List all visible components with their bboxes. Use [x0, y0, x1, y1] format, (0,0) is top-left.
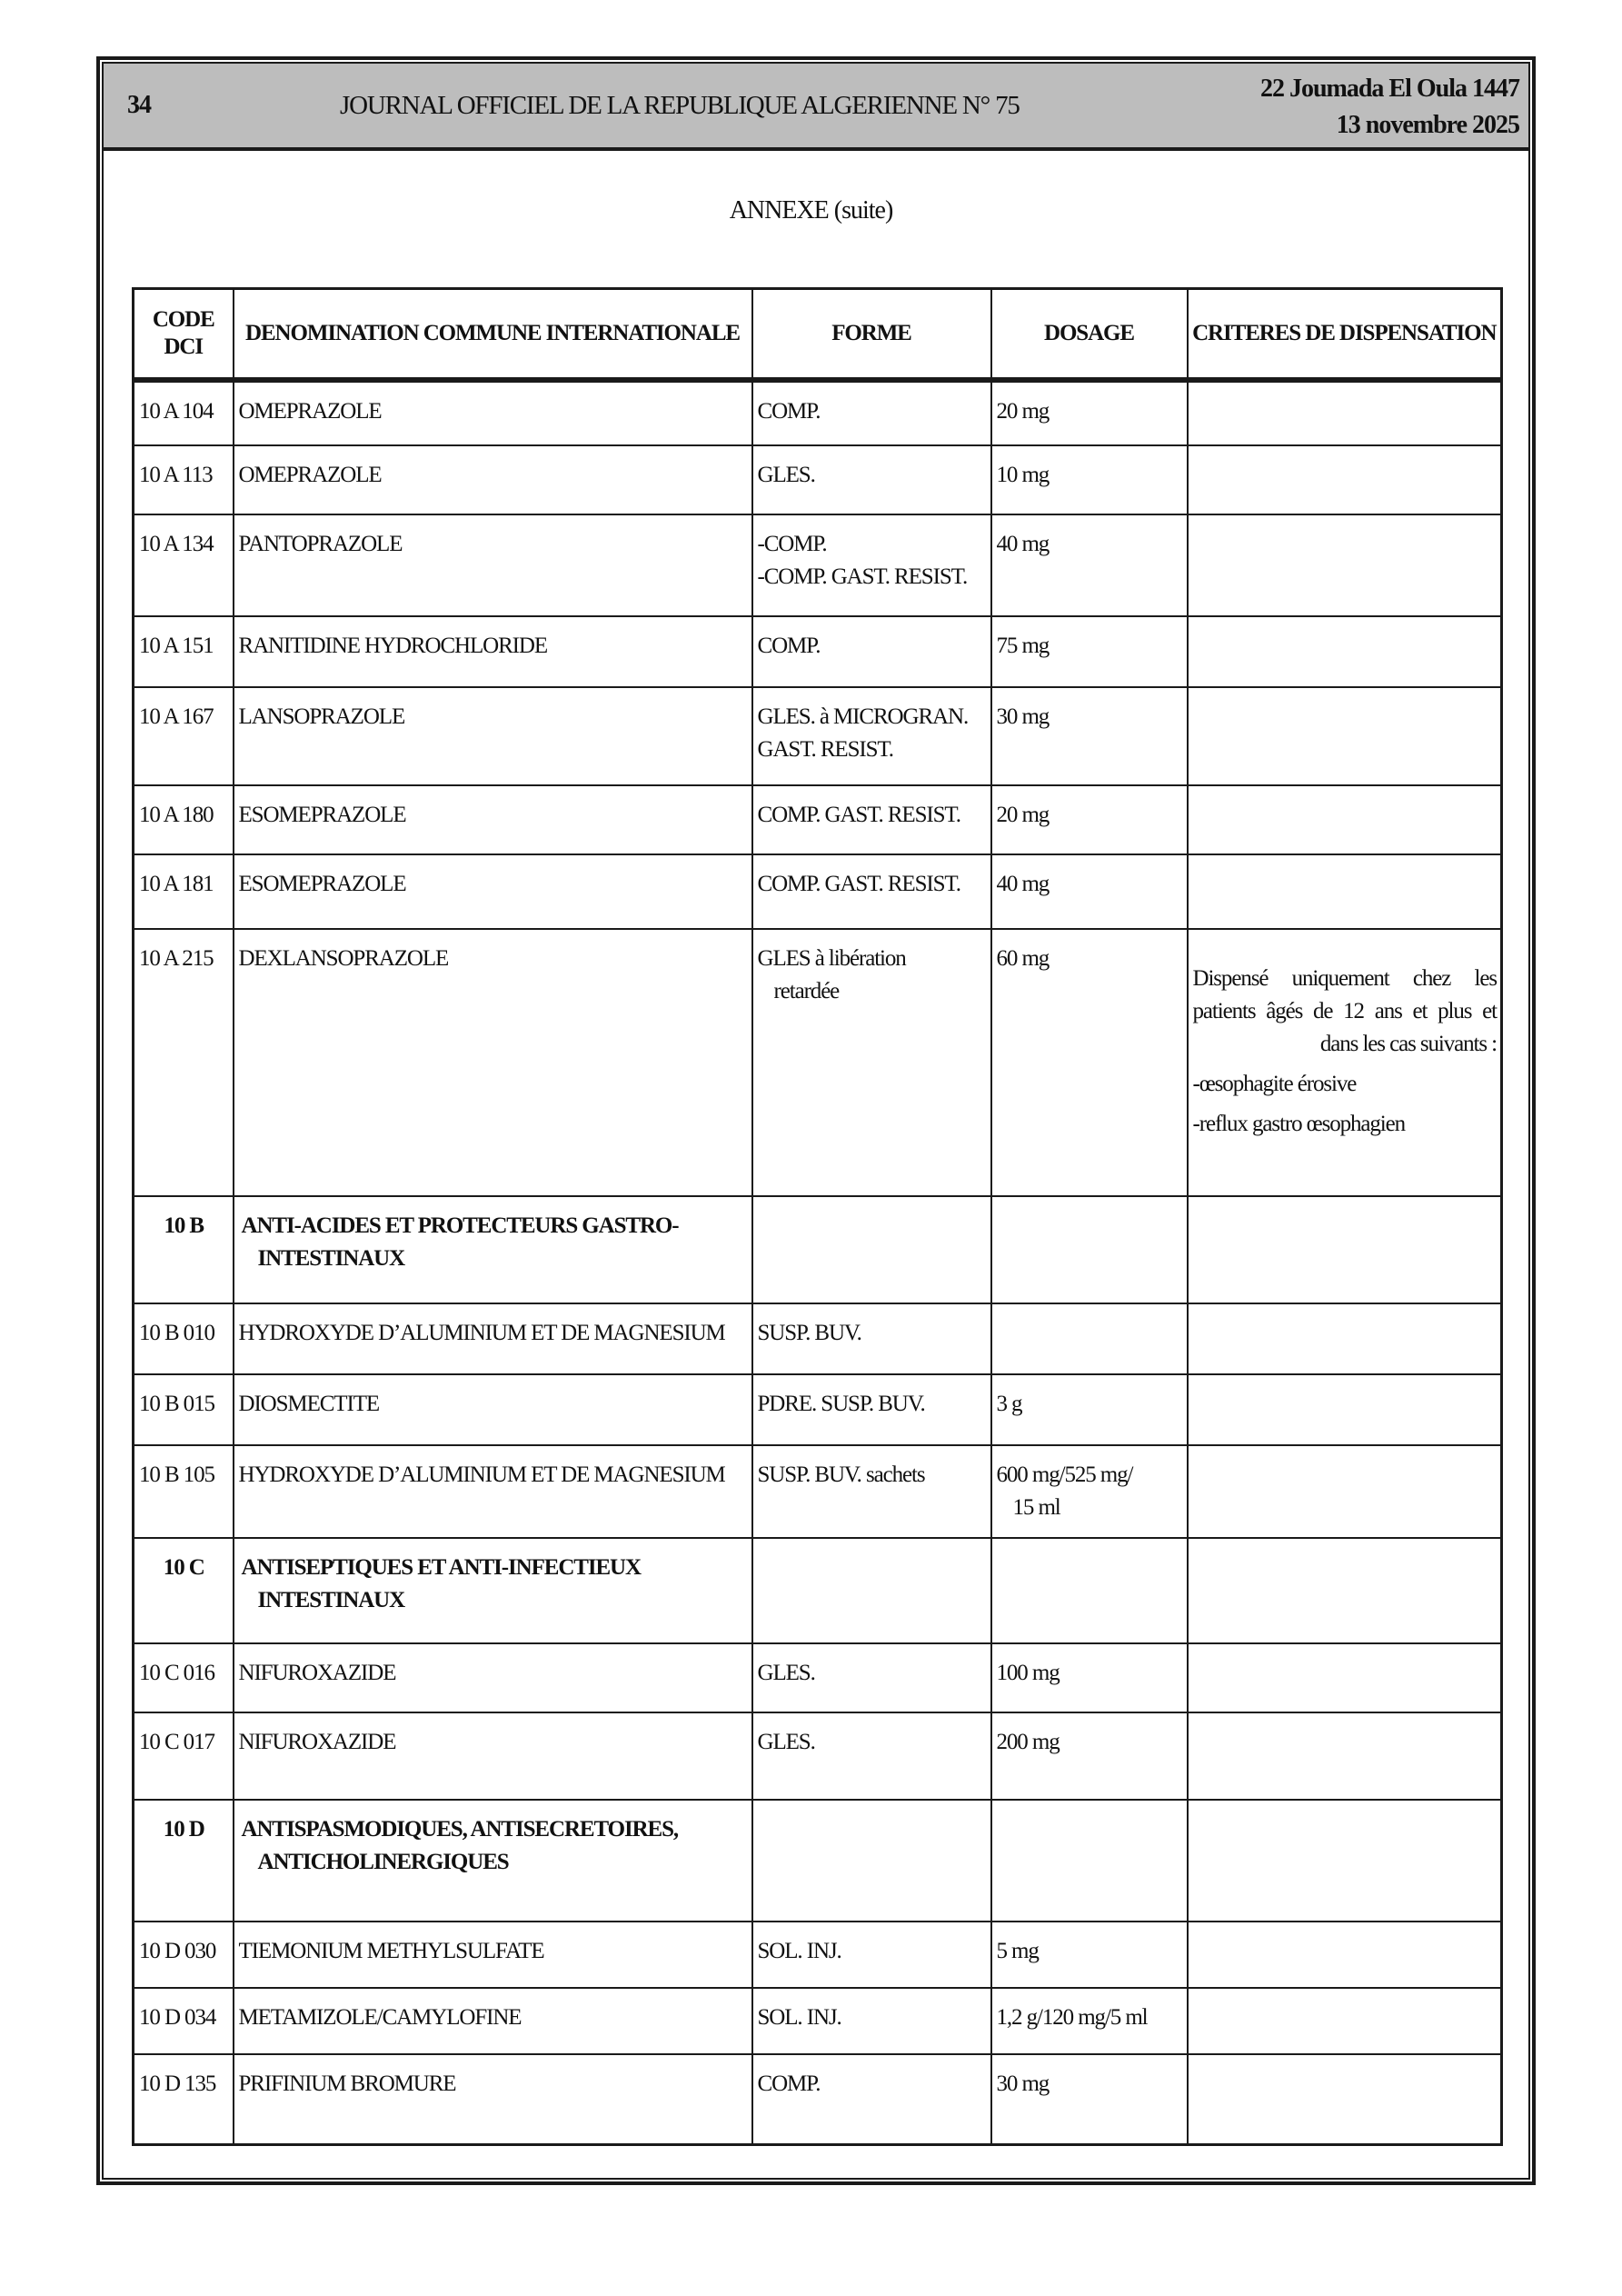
code-cell	[134, 785, 234, 854]
section-name	[234, 1538, 752, 1643]
section-name-text: ANTISEPTIQUES ET ANTI-INFECTIEUX	[241, 1554, 641, 1580]
criteres-cell	[1188, 514, 1502, 616]
forme-cell	[752, 380, 991, 445]
dosage-text: 20 mg	[996, 802, 1050, 827]
denomination-cell	[234, 687, 752, 785]
forme-cell	[752, 1303, 991, 1374]
code-cell	[134, 1303, 234, 1374]
forme-cell	[752, 854, 991, 929]
denomination-cell	[234, 616, 752, 687]
criteres-item: -œsophagite érosive	[1192, 1071, 1357, 1096]
date-gregorian: 13 novembre 2025	[1336, 111, 1519, 139]
criteres-cell	[1188, 2054, 1502, 2145]
section-code	[134, 1800, 234, 1922]
denomination-text: PANTOPRAZOLE	[238, 531, 403, 556]
denomination-text: METAMIZOLE/CAMYLOFINE	[238, 2004, 522, 2030]
section-name-text: ANTI-ACIDES ET PROTECTEURS GASTRO-	[241, 1213, 679, 1238]
dosage-cell	[991, 380, 1188, 445]
forme-cell	[752, 1800, 991, 1922]
denomination-text: TIEMONIUM METHYLSULFATE	[238, 1938, 544, 1963]
date-hijri: 22 Joumada El Oula 1447	[1259, 75, 1519, 103]
medication-table	[132, 287, 1503, 2146]
forme-cell	[752, 785, 991, 854]
denomination-text: OMEPRAZOLE	[238, 398, 382, 424]
forme-cell	[752, 514, 991, 616]
forme-text: COMP. GAST. RESIST.	[757, 871, 960, 896]
forme-cell	[752, 1538, 991, 1643]
denomination-text: OMEPRAZOLE	[238, 462, 382, 487]
code-cell	[134, 514, 234, 616]
forme-text: SOL. INJ.	[757, 1938, 841, 1963]
dosage-cell	[991, 1712, 1188, 1800]
dosage-cell	[991, 1643, 1188, 1712]
denomination-cell	[234, 1445, 752, 1538]
criteres-cell	[1188, 1445, 1502, 1538]
annex-title: ANNEXE (suite)	[729, 196, 893, 225]
code-text: 10 C 017	[139, 1729, 214, 1754]
page-number: 34	[127, 91, 151, 119]
dosage-cell	[991, 445, 1188, 514]
criteres-cell	[1188, 1196, 1502, 1303]
dosage-cell	[991, 1988, 1188, 2054]
section-name	[234, 1800, 752, 1922]
forme-cell	[752, 1922, 991, 1988]
dosage-cell	[991, 1922, 1188, 1988]
dosage-cell	[991, 1196, 1188, 1303]
section-name-continued: INTESTINAUX	[257, 1587, 405, 1612]
dosage-cell	[991, 514, 1188, 616]
dosage-text: 40 mg	[996, 531, 1050, 556]
column-header-criteres: CRITERES DE DISPENSATION	[1188, 289, 1502, 380]
denomination-cell	[234, 854, 752, 929]
dosage-text: 30 mg	[996, 704, 1050, 729]
column-header-denomination: DENOMINATION COMMUNE INTERNATIONALE	[234, 289, 752, 380]
criteres-cell	[1188, 1374, 1502, 1445]
denomination-cell	[234, 1303, 752, 1374]
section-code-text: 10 B	[164, 1213, 204, 1238]
denomination-cell	[234, 785, 752, 854]
dosage-cell	[991, 1303, 1188, 1374]
journal-title: JOURNAL OFFICIEL DE LA REPUBLIQUE ALGERIENNE N° 75	[340, 91, 1020, 120]
table-row	[134, 854, 1502, 929]
criteres-item: -reflux gastro œsophagien	[1192, 1111, 1406, 1136]
forme-cell	[752, 1988, 991, 2054]
code-text: 10 B 015	[139, 1391, 214, 1416]
code-cell	[134, 687, 234, 785]
forme-cell	[752, 1445, 991, 1538]
denomination-cell	[234, 1712, 752, 1800]
forme-cell	[752, 1374, 991, 1445]
table-row	[134, 445, 1502, 514]
forme-text: SUSP. BUV. sachets	[757, 1462, 925, 1487]
criteres-cell	[1188, 380, 1502, 445]
forme-cell	[752, 687, 991, 785]
code-text: 10 D 030	[139, 1938, 216, 1963]
criteres-cell	[1188, 687, 1502, 785]
code-text: 10 A 180	[139, 802, 214, 827]
denomination-text: DEXLANSOPRAZOLE	[238, 945, 449, 971]
dosage-cell	[991, 687, 1188, 785]
forme-text-continued: retardée	[773, 978, 840, 1003]
code-cell	[134, 854, 234, 929]
denomination-cell	[234, 1922, 752, 1988]
code-cell	[134, 1643, 234, 1712]
criteres-cell	[1188, 1538, 1502, 1643]
dosage-text: 100 mg	[996, 1660, 1060, 1685]
denomination-text: DIOSMECTITE	[238, 1391, 380, 1416]
criteres-cell	[1188, 1988, 1502, 2054]
code-cell	[134, 929, 234, 1196]
table-row	[134, 616, 1502, 687]
dosage-cell	[991, 2054, 1188, 2145]
criteres-cell	[1188, 1643, 1502, 1712]
table-row	[134, 687, 1502, 785]
section-row	[134, 1538, 1502, 1643]
denomination-text: HYDROXYDE D’ALUMINIUM ET DE MAGNESIUM	[238, 1320, 725, 1345]
code-text: 10 C 016	[139, 1660, 214, 1685]
dosage-cell	[991, 1538, 1188, 1643]
forme-text: COMP.	[757, 633, 821, 658]
dosage-cell	[991, 616, 1188, 687]
forme-cell	[752, 1196, 991, 1303]
criteres-cell	[1188, 445, 1502, 514]
forme-text: COMP.	[757, 2071, 821, 2096]
forme-cell	[752, 929, 991, 1196]
code-text: 10 B 010	[139, 1320, 214, 1345]
forme-cell	[752, 616, 991, 687]
code-text: 10 D 135	[139, 2071, 216, 2096]
dosage-cell	[991, 1374, 1188, 1445]
denomination-text: HYDROXYDE D’ALUMINIUM ET DE MAGNESIUM	[238, 1462, 725, 1487]
criteres-cell	[1188, 785, 1502, 854]
table-row	[134, 1643, 1502, 1712]
forme-text-continued: GAST. RESIST.	[757, 736, 893, 762]
criteres-cell	[1188, 1303, 1502, 1374]
dosage-text: 40 mg	[996, 871, 1050, 896]
denomination-text: NIFUROXAZIDE	[238, 1729, 396, 1754]
section-name	[234, 1196, 752, 1303]
denomination-cell	[234, 1988, 752, 2054]
section-code	[134, 1538, 234, 1643]
criteres-cell	[1188, 854, 1502, 929]
code-cell	[134, 616, 234, 687]
criteres-cell	[1188, 929, 1502, 1196]
denomination-text: ESOMEPRAZOLE	[238, 802, 406, 827]
dosage-text: 75 mg	[996, 633, 1050, 658]
denomination-text: ESOMEPRAZOLE	[238, 871, 406, 896]
dosage-cell	[991, 929, 1188, 1196]
forme-text: GLES.	[757, 1660, 815, 1685]
dosage-text: 200 mg	[996, 1729, 1060, 1754]
section-name-continued: INTESTINAUX	[257, 1245, 405, 1271]
table-row	[134, 785, 1502, 854]
forme-text: PDRE. SUSP. BUV.	[757, 1391, 925, 1416]
table-row	[134, 1445, 1502, 1538]
code-text: 10 A 215	[139, 945, 214, 971]
denomination-cell	[234, 2054, 752, 2145]
column-header-code: CODE DCI	[134, 289, 234, 380]
forme-cell	[752, 1643, 991, 1712]
section-code	[134, 1196, 234, 1303]
dosage-cell	[991, 1445, 1188, 1538]
forme-cell	[752, 445, 991, 514]
code-cell	[134, 1922, 234, 1988]
forme-cell	[752, 1712, 991, 1800]
table-row	[134, 1922, 1502, 1988]
section-code-text: 10 C	[163, 1554, 204, 1580]
code-text: 10 B 105	[139, 1462, 214, 1487]
forme-text: -COMP.	[757, 531, 827, 556]
dosage-cell	[991, 854, 1188, 929]
criteres-cell	[1188, 1712, 1502, 1800]
criteres-cell	[1188, 616, 1502, 687]
table-row	[134, 380, 1502, 445]
code-text: 10 A 104	[139, 398, 214, 424]
dosage-text: 30 mg	[996, 2071, 1050, 2096]
dosage-text: 20 mg	[996, 398, 1050, 424]
forme-text: GLES. à MICROGRAN.	[757, 704, 969, 729]
forme-cell	[752, 2054, 991, 2145]
denomination-text: PRIFINIUM BROMURE	[238, 2071, 456, 2096]
issue-date	[1260, 71, 1519, 144]
table-row	[134, 1303, 1502, 1374]
forme-text: GLES à libération	[757, 945, 906, 971]
section-code-text: 10 D	[163, 1816, 204, 1842]
dosage-text: 1,2 g/120 mg/5 ml	[996, 2004, 1148, 2030]
dosage-text: 600 mg/525 mg/	[996, 1462, 1133, 1487]
dosage-text-continued: 15 ml	[1012, 1494, 1060, 1520]
dosage-text: 60 mg	[996, 945, 1050, 971]
denomination-cell	[234, 445, 752, 514]
forme-text: GLES.	[757, 462, 815, 487]
code-text: 10 A 113	[139, 462, 213, 487]
code-text: 10 A 134	[139, 531, 214, 556]
criteres-cell	[1188, 1922, 1502, 1988]
table-row	[134, 1374, 1502, 1445]
forme-text: COMP. GAST. RESIST.	[757, 802, 960, 827]
denomination-text: NIFUROXAZIDE	[238, 1660, 396, 1685]
table-row	[134, 514, 1502, 616]
code-text: 10 A 151	[139, 633, 214, 658]
table-header-row	[134, 289, 1502, 380]
denomination-cell	[234, 1643, 752, 1712]
denomination-text: RANITIDINE HYDROCHLORIDE	[238, 633, 548, 658]
section-row	[134, 1800, 1502, 1922]
denomination-cell	[234, 514, 752, 616]
code-cell	[134, 1374, 234, 1445]
criteres-text: Dispensé uniquement chez les patients âgés de 12 ans et plus et dans les cas suivants :	[1192, 965, 1497, 1056]
code-text: 10 D 034	[139, 2004, 216, 2030]
column-header-forme: FORME	[752, 289, 991, 380]
code-cell	[134, 380, 234, 445]
criteres-cell	[1188, 1800, 1502, 1922]
code-cell	[134, 1712, 234, 1800]
forme-text: SUSP. BUV.	[757, 1320, 861, 1345]
dosage-text: 5 mg	[996, 1938, 1039, 1963]
code-cell	[134, 2054, 234, 2145]
code-text: 10 A 181	[139, 871, 214, 896]
denomination-cell	[234, 929, 752, 1196]
forme-text: SOL. INJ.	[757, 2004, 841, 2030]
code-cell	[134, 1988, 234, 2054]
forme-text: COMP.	[757, 398, 821, 424]
forme-text-continued: -COMP. GAST. RESIST.	[757, 564, 968, 589]
forme-text: GLES.	[757, 1729, 815, 1754]
section-row	[134, 1196, 1502, 1303]
denomination-cell	[234, 1374, 752, 1445]
table-row	[134, 929, 1502, 1196]
column-header-dosage: DOSAGE	[991, 289, 1188, 380]
code-cell	[134, 445, 234, 514]
dosage-text: 3 g	[996, 1391, 1022, 1416]
table-row	[134, 2054, 1502, 2145]
table-row	[134, 1712, 1502, 1800]
journal-header	[104, 64, 1528, 151]
dosage-text: 10 mg	[996, 462, 1050, 487]
denomination-text: LANSOPRAZOLE	[238, 704, 405, 729]
dosage-cell	[991, 785, 1188, 854]
section-name-text: ANTISPASMODIQUES, ANTISECRETOIRES,	[241, 1816, 679, 1842]
denomination-cell	[234, 380, 752, 445]
code-text: 10 A 167	[139, 704, 214, 729]
table-row	[134, 1988, 1502, 2054]
code-cell	[134, 1445, 234, 1538]
dosage-cell	[991, 1800, 1188, 1922]
section-name-continued: ANTICHOLINERGIQUES	[257, 1849, 509, 1874]
